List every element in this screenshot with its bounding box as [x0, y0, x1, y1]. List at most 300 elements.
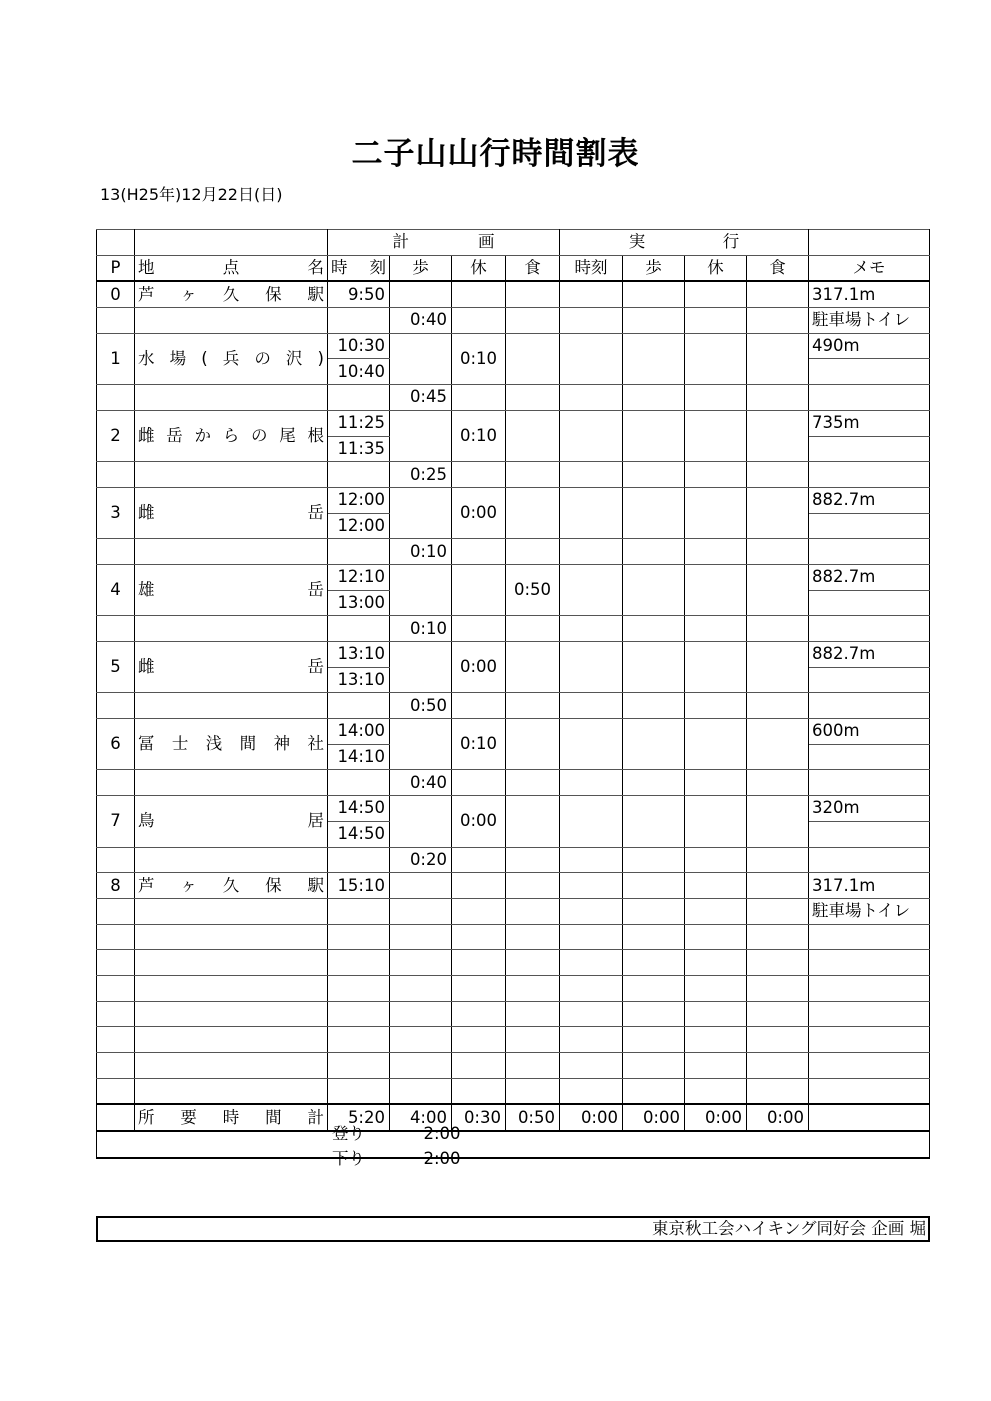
- walk-row: [97, 847, 930, 873]
- cell: [809, 1104, 930, 1131]
- point-row: [97, 333, 930, 359]
- arrival-time: 12:10: [328, 564, 390, 590]
- cell: [809, 1001, 930, 1027]
- cell: [809, 950, 930, 976]
- point-number: 5: [97, 642, 135, 693]
- actual-cell: [747, 487, 809, 538]
- cell: [390, 1053, 452, 1079]
- actual-time-header: 時刻: [560, 255, 623, 281]
- cell: [135, 616, 328, 642]
- point-name-text: [135, 812, 327, 830]
- departure-time: 13:00: [328, 590, 390, 616]
- cell: [506, 616, 560, 642]
- point-name-text: [135, 504, 327, 522]
- empty-row: [97, 1078, 930, 1104]
- cell: [560, 1001, 623, 1027]
- place-header: [135, 259, 327, 277]
- cell: [452, 924, 506, 950]
- cell: [328, 924, 390, 950]
- empty-row: [97, 1053, 930, 1079]
- actual-cell: [623, 693, 685, 719]
- point-name-char: 久: [222, 284, 240, 304]
- plan-header: [328, 233, 559, 251]
- cell: [685, 1001, 747, 1027]
- walk-cell: [390, 719, 452, 770]
- cell: [623, 1001, 685, 1027]
- actual-cell: [623, 308, 685, 334]
- point-name-char: 居: [307, 811, 324, 831]
- cell: [328, 1078, 390, 1104]
- walk-row: [97, 616, 930, 642]
- meal-time: [506, 719, 560, 770]
- cell: [328, 308, 390, 334]
- cell: [623, 924, 685, 950]
- actual-cell: [685, 487, 747, 538]
- rest-time: [452, 873, 506, 899]
- cell: [506, 385, 560, 411]
- cell: [328, 847, 390, 873]
- point-name-text: [135, 658, 327, 676]
- cell: [97, 1053, 135, 1079]
- walk-time: 0:20: [390, 847, 452, 873]
- point-name-char: 社: [307, 734, 324, 754]
- page-title: 二子山山行時間割表: [351, 136, 640, 172]
- cell: [452, 1078, 506, 1104]
- cell: [623, 1053, 685, 1079]
- cell: [685, 950, 747, 976]
- actual-cell: [685, 410, 747, 461]
- cell: [685, 1078, 747, 1104]
- rest-time: 0:00: [452, 642, 506, 693]
- point-number: 8: [97, 873, 135, 899]
- cell: [506, 693, 560, 719]
- cell: [560, 1027, 623, 1053]
- walk-row: [97, 308, 930, 334]
- cell: [506, 770, 560, 796]
- cell: [328, 1027, 390, 1053]
- cell: [506, 1027, 560, 1053]
- actual-walk-header: 歩: [623, 255, 685, 281]
- point-name-char: 根: [307, 426, 324, 445]
- departure-time: 14:10: [328, 744, 390, 770]
- rest-header: 休: [452, 255, 506, 281]
- cell: [452, 898, 506, 924]
- cell: [809, 1078, 930, 1104]
- point-name-text: [135, 581, 327, 599]
- memo-note: [809, 693, 930, 719]
- walk-time: 0:45: [390, 385, 452, 411]
- actual-cell: [747, 693, 809, 719]
- cell: [809, 1053, 930, 1079]
- total-label-char: 計: [307, 1107, 324, 1127]
- cell: [747, 975, 809, 1001]
- memo-note: [809, 539, 930, 565]
- cell: [97, 385, 135, 411]
- cell: [135, 539, 328, 565]
- actual-cell: [747, 770, 809, 796]
- actual-cell: [747, 281, 809, 307]
- walk-cell: [390, 796, 452, 847]
- memo-note: 駐車場トイレ: [809, 898, 930, 924]
- organizer-text: 東京秋工会ハイキング同好会 企画 堀: [652, 1219, 926, 1238]
- actual-cell: [623, 281, 685, 307]
- actual-cell: [747, 873, 809, 899]
- point-name: [135, 642, 328, 693]
- point-row: [97, 564, 930, 590]
- point-name-char: 駅: [307, 284, 324, 304]
- actual-cell: [560, 770, 623, 796]
- rest-time: 0:00: [452, 487, 506, 538]
- point-name-char: 保: [265, 284, 282, 304]
- actual-cell: [623, 898, 685, 924]
- actual-cell: [685, 873, 747, 899]
- point-name-char: 保: [265, 875, 282, 895]
- total-actual-rest: 0:00: [685, 1104, 747, 1131]
- actual-cell: [560, 873, 623, 899]
- actual-cell: [560, 796, 623, 847]
- rest-time: 0:00: [452, 796, 506, 847]
- cell: [506, 898, 560, 924]
- cell: [623, 1078, 685, 1104]
- walk-cell: [390, 642, 452, 693]
- actual-cell: [685, 308, 747, 334]
- arrival-time: 13:10: [328, 642, 390, 668]
- cell: [328, 770, 390, 796]
- cell: [452, 462, 506, 488]
- walk-time: 0:10: [390, 539, 452, 565]
- point-name-char: か: [194, 426, 211, 445]
- time-header: [328, 259, 389, 277]
- cell: [97, 462, 135, 488]
- arrival-time: 15:10: [328, 873, 390, 899]
- actual-header: [560, 233, 808, 251]
- meal-time: [506, 642, 560, 693]
- actual-cell: [560, 462, 623, 488]
- point-number: 6: [97, 719, 135, 770]
- actual-cell: [685, 693, 747, 719]
- actual-cell: [747, 410, 809, 461]
- cell: [623, 975, 685, 1001]
- plan-header-char: 計: [392, 232, 409, 252]
- cell: [452, 975, 506, 1001]
- cell: [747, 1053, 809, 1079]
- actual-cell: [623, 873, 685, 899]
- memo-elevation: 320m: [809, 796, 930, 822]
- cell: [135, 385, 328, 411]
- actual-cell: [623, 487, 685, 538]
- actual-cell: [560, 487, 623, 538]
- point-name-char: 雄: [138, 580, 155, 600]
- cell: [135, 847, 328, 873]
- walk-time: 0:40: [390, 770, 452, 796]
- point-name-text: [135, 350, 327, 368]
- meal-time: [506, 873, 560, 899]
- point-name-char: ): [317, 348, 324, 368]
- meal-time: [506, 410, 560, 461]
- cell: [506, 539, 560, 565]
- memo-note: 駐車場トイレ: [809, 308, 930, 334]
- descent-value: 2:00: [423, 1149, 461, 1168]
- cell: [390, 924, 452, 950]
- cell: [97, 898, 135, 924]
- memo-note: [809, 616, 930, 642]
- cell: [97, 1001, 135, 1027]
- total-plan-walk: 4:00: [390, 1104, 452, 1131]
- cell: [560, 1078, 623, 1104]
- walk-cell: [390, 487, 452, 538]
- cell: [328, 693, 390, 719]
- total-label-char: 要: [180, 1107, 197, 1127]
- cell: [506, 924, 560, 950]
- cell: [747, 924, 809, 950]
- cell: [328, 1001, 390, 1027]
- walk-time: 0:40: [390, 308, 452, 334]
- point-row: [97, 873, 930, 899]
- cell: [97, 693, 135, 719]
- cell: [506, 1053, 560, 1079]
- point-row: [97, 410, 930, 436]
- walk-time: 0:25: [390, 462, 452, 488]
- place-header-char: 名: [307, 258, 324, 278]
- walk-cell: [390, 873, 452, 899]
- actual-cell: [685, 796, 747, 847]
- point-name-char: 岳: [307, 580, 324, 600]
- header-row-group: [97, 230, 930, 256]
- rest-time: 0:10: [452, 410, 506, 461]
- cell: [452, 385, 506, 411]
- cell: [452, 770, 506, 796]
- point-name-text: [135, 286, 327, 304]
- actual-cell: [560, 385, 623, 411]
- total-actual-meal: 0:00: [747, 1104, 809, 1131]
- date-label: 13(H25年)12月22日(日): [100, 185, 283, 204]
- cell: [390, 1027, 452, 1053]
- memo-cell: [809, 667, 930, 693]
- cell: [506, 975, 560, 1001]
- cell: [809, 924, 930, 950]
- walk-cell: [390, 564, 452, 615]
- total-label-char: 間: [265, 1107, 282, 1127]
- meal-time: [506, 487, 560, 538]
- point-name-char: 浅: [205, 734, 223, 754]
- place-header-char: 点: [222, 258, 240, 278]
- actual-cell: [747, 898, 809, 924]
- memo-elevation: 882.7m: [809, 564, 930, 590]
- actual-cell: [685, 719, 747, 770]
- rest-time: [452, 281, 506, 307]
- meal-time: [506, 796, 560, 847]
- cell: [328, 385, 390, 411]
- memo-note: [809, 462, 930, 488]
- point-name-char: 芦: [138, 284, 155, 304]
- cell: [452, 693, 506, 719]
- point-name-char: 久: [222, 875, 240, 895]
- walk-header: 歩: [390, 255, 452, 281]
- cell: [328, 975, 390, 1001]
- timetable: [96, 229, 930, 1159]
- actual-cell: [560, 410, 623, 461]
- actual-cell: [747, 564, 809, 615]
- actual-cell: [747, 385, 809, 411]
- organizer-footer: [96, 1216, 930, 1242]
- actual-cell: [747, 462, 809, 488]
- departure-time: 10:40: [328, 359, 390, 385]
- cell: [506, 950, 560, 976]
- cell: [452, 1001, 506, 1027]
- point-name-char: 雌: [138, 426, 155, 445]
- cell: [97, 770, 135, 796]
- cell: [135, 1078, 328, 1104]
- actual-cell: [685, 539, 747, 565]
- blank-bottom-row: [97, 1131, 930, 1158]
- cell: [97, 616, 135, 642]
- memo-cell: [809, 513, 930, 539]
- actual-cell: [747, 642, 809, 693]
- point-name-char: 鳥: [138, 811, 155, 831]
- point-row: [97, 796, 930, 822]
- meal-time: [506, 333, 560, 384]
- actual-meal-header: 食: [747, 255, 809, 281]
- actual-cell: [623, 385, 685, 411]
- actual-cell: [560, 693, 623, 719]
- actual-cell: [623, 796, 685, 847]
- rest-time: 0:10: [452, 333, 506, 384]
- point-name: [135, 487, 328, 538]
- cell: [809, 975, 930, 1001]
- departure-time: 14:50: [328, 821, 390, 847]
- empty-row: [97, 1027, 930, 1053]
- rest-time: 0:10: [452, 719, 506, 770]
- point-number: 4: [97, 564, 135, 615]
- actual-cell: [560, 308, 623, 334]
- cell: [506, 1001, 560, 1027]
- point-name: [135, 873, 328, 899]
- time-header-char: 時: [331, 258, 348, 278]
- point-name-char: 尾: [279, 426, 296, 445]
- memo-cell: [809, 744, 930, 770]
- cell: [328, 1053, 390, 1079]
- arrival-time: 12:00: [328, 487, 390, 513]
- point-name-char: 岳: [307, 503, 324, 523]
- header-row-columns: [97, 255, 930, 281]
- p-header: P: [97, 255, 135, 281]
- total-label-char: 所: [138, 1107, 155, 1127]
- point-row: [97, 642, 930, 668]
- actual-cell: [560, 539, 623, 565]
- cell: [97, 950, 135, 976]
- total-actual-walk: 0:00: [623, 1104, 685, 1131]
- cell: [97, 1131, 930, 1158]
- cell: [452, 1027, 506, 1053]
- point-row: [97, 487, 930, 513]
- cell: [685, 924, 747, 950]
- cell: [390, 950, 452, 976]
- empty-row: [97, 1001, 930, 1027]
- memo-elevation: 600m: [809, 719, 930, 745]
- cell: [97, 1104, 135, 1131]
- cell: [747, 1027, 809, 1053]
- arrival-time: 14:50: [328, 796, 390, 822]
- walk-time: 0:10: [390, 616, 452, 642]
- point-name-char: 神: [273, 734, 291, 754]
- actual-rest-header: 休: [685, 255, 747, 281]
- cell: [623, 950, 685, 976]
- empty-row: [97, 950, 930, 976]
- point-row: [97, 719, 930, 745]
- total-label: [135, 1104, 328, 1131]
- memo-elevation: 882.7m: [809, 487, 930, 513]
- actual-cell: [560, 281, 623, 307]
- point-name-char: ら: [222, 426, 240, 445]
- point-number: 1: [97, 333, 135, 384]
- point-name-char: の: [254, 348, 271, 368]
- actual-cell: [685, 385, 747, 411]
- cell: [390, 1078, 452, 1104]
- rest-time: [452, 564, 506, 615]
- total-label-text: [135, 1109, 327, 1127]
- cell: [685, 1053, 747, 1079]
- point-name-text: [135, 735, 327, 753]
- actual-cell: [623, 770, 685, 796]
- cell: [685, 975, 747, 1001]
- cell: [135, 770, 328, 796]
- memo-elevation: 882.7m: [809, 642, 930, 668]
- point-name-char: 沢: [285, 348, 303, 368]
- actual-cell: [623, 719, 685, 770]
- actual-cell: [560, 333, 623, 384]
- departure-time: 11:35: [328, 436, 390, 462]
- actual-cell: [623, 410, 685, 461]
- point-number: 0: [97, 281, 135, 307]
- place-header-char: 地: [138, 258, 155, 278]
- point-name-char: ヶ: [180, 284, 197, 304]
- point-name-char: 兵: [222, 348, 240, 368]
- cell: [97, 1027, 135, 1053]
- arrival-time: 10:30: [328, 333, 390, 359]
- actual-cell: [685, 462, 747, 488]
- actual-cell: [685, 770, 747, 796]
- walk-cell: [390, 281, 452, 307]
- actual-cell: [623, 462, 685, 488]
- actual-cell: [623, 539, 685, 565]
- cell: [135, 308, 328, 334]
- memo-note: [809, 385, 930, 411]
- ascent-value: 2:00: [423, 1124, 461, 1143]
- point-name-char: 岳: [166, 426, 183, 445]
- walk-row: [97, 693, 930, 719]
- point-name-char: ヶ: [180, 875, 197, 895]
- cell: [97, 975, 135, 1001]
- memo-cell: [809, 821, 930, 847]
- memo-note: [809, 847, 930, 873]
- total-row: [97, 1104, 930, 1131]
- descent-label: 下り: [332, 1149, 365, 1168]
- walk-time: 0:50: [390, 693, 452, 719]
- total-label-char: 時: [222, 1107, 240, 1127]
- cell: [747, 1078, 809, 1104]
- cell: [747, 950, 809, 976]
- cell: [747, 1001, 809, 1027]
- cell: [135, 693, 328, 719]
- point-name-char: 冨: [138, 734, 155, 754]
- actual-cell: [685, 898, 747, 924]
- cell: [560, 950, 623, 976]
- walk-cell: [390, 410, 452, 461]
- actual-cell: [560, 719, 623, 770]
- actual-cell: [560, 847, 623, 873]
- actual-cell: [623, 616, 685, 642]
- point-name-char: 場: [169, 348, 187, 368]
